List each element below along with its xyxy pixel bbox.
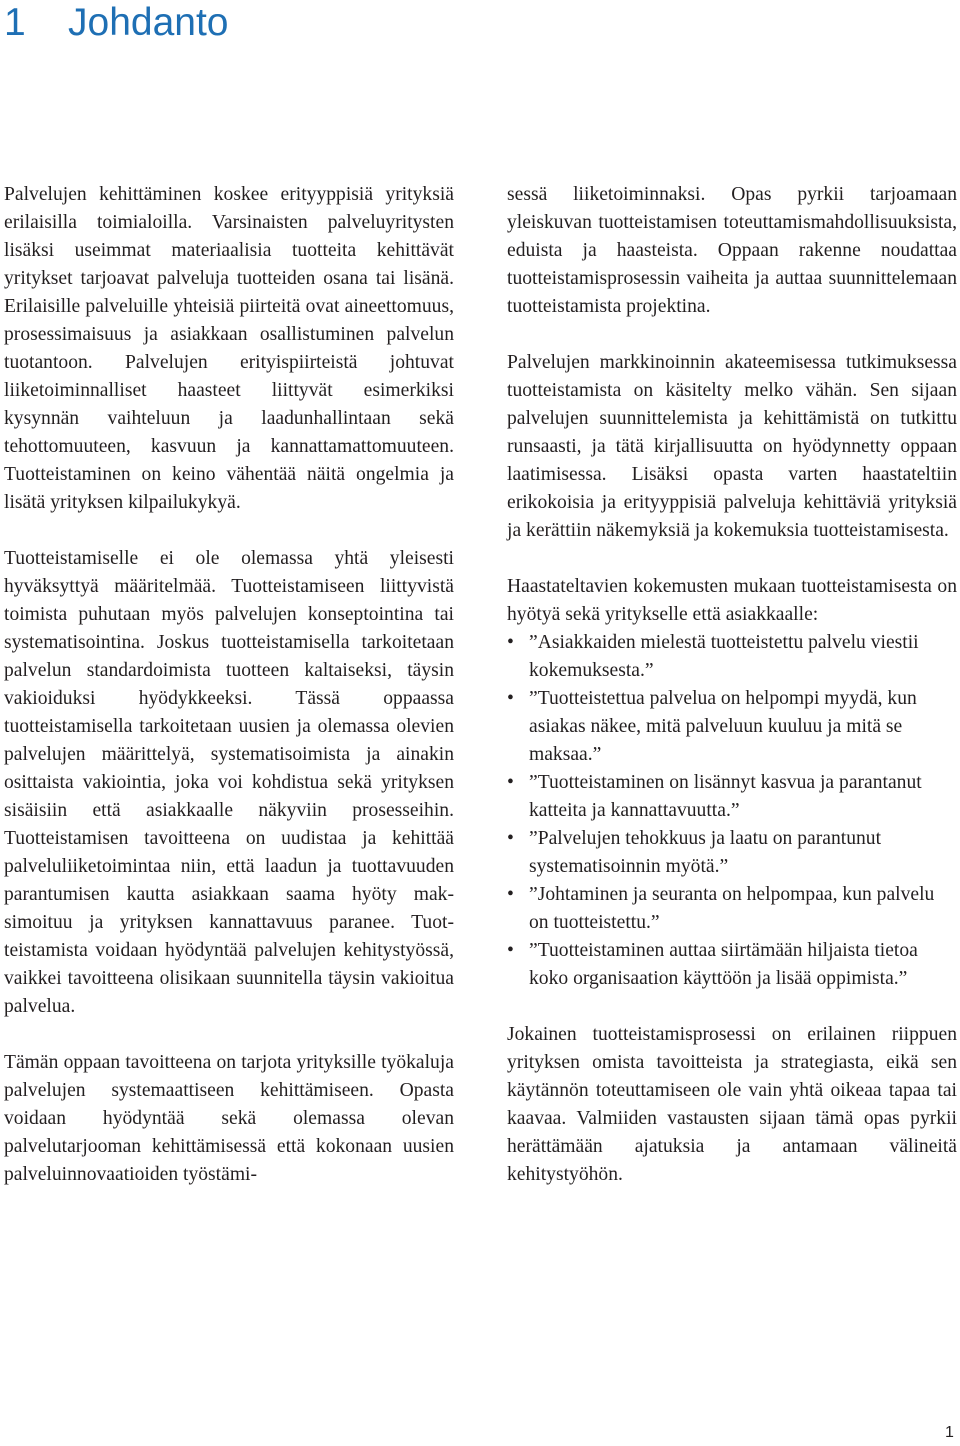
bullet-icon: • [507,632,514,653]
list-item [507,685,957,769]
left-column [4,181,454,1189]
list-item-text: ”Palvelujen tehokkuus ja laatu on parantunut systematisoinnin myötä.” [529,828,882,877]
list-item [507,881,957,937]
bullet-icon: • [507,884,514,905]
list-item [507,629,957,685]
paragraph-closing: Jokainen tuotteistamisprosessi on erilainen riippuen yrityksen omista tavoitteista ja strategiasta, eikä sen käytännön toteuttamiseen ole vain yhtä oikeaa tapaa tai kaavaa. Valmiiden vastausten sijaan tämä opas pyrkii herättämään ajatuksia ja antamaan välineitä kehitystyöhön. [507,1024,957,1185]
list-item [507,825,957,881]
paragraph-goal: Tämän oppaan tavoitteena on tarjota yrityksille työkaluja palvelujen systemaattiseen kehittämiseen. Opasta voidaan hyödyntää sekä olemassa olevan palvelutarjooman kehittämisessä että kokonaan uusien palveluinnovaatioiden työstämi- [4,1052,454,1185]
list-item-text: ”Tuotteistettua palvelua on helpompi myydä, kun asiakas näkee, mitä palveluun kuuluu ja mitä se maksaa.” [529,688,917,765]
paragraph-intro: Palvelujen kehittäminen koskee erityyppisiä yrityksiä erilaisilla toimialoilla. Varsinaisten palveluyritysten lisäksi useimmat materiaalisia tuotteita kehittävät yritykset tarjoavat palveluja tuotteiden osana tai lisänä. Erilaisille palveluille yhteisiä piirteitä ovat aineettomuus, prosessimaisuus ja asiakkaan osallistuminen palvelun tuotantoon. Palvelujen erityispiirteistä johtuvat liiketoiminnalliset haasteet liittyvät esimerkiksi kysynnän vaihteluun ja laadunhallintaan sekä tehottomuuteen, kasvuun ja kannattamattomuuteen. Tuotteistaminen on keino vähentää näitä ongelmia ja lisätä yrityksen kilpailukykyä. [4,184,454,513]
paragraph-research: Palvelujen markkinoinnin akateemisessa tutkimuksessa tuotteistamista on käsitelty melko vähän. Sen sijaan palvelujen suunnittelemista ja kehittämistä on tutkittu runsaasti, ja tätä kirjallisuutta on hyödynnetty oppaan laatimisessa. Lisäksi opasta varten haastateltiin erikokoisia ja erityyppisiä palveluja kehittäviä yrityksiä ja kerättiin näkemyksiä ja kokemuksia tuotteistamisesta. [507,352,957,541]
list-item-text: ”Tuotteistaminen on lisännyt kasvua ja parantanut katteita ja kannattavuutta.” [529,772,922,821]
bullet-icon: • [507,688,514,709]
list-item-text: ”Tuotteistaminen auttaa siirtämään hiljaista tietoa koko organisaation käyttöön ja lisää oppimista.” [529,940,918,989]
page-number: 1 [945,1424,954,1441]
chapter-title: Johdanto [68,1,229,44]
paragraph-definition: Tuotteistamiselle ei ole olemassa yhtä yleisesti hyväksyttyä määritelmää. Tuotteistamiseen liittyvistä toimista puhutaan myös palvelujen konseptointina tai systematisointina. Joskus tuotteistamisella tarkoitetaan palvelun standardoimista tuotteen kaltaiseksi, täysin vakioiduksi hyödykkeeksi. Tässä oppaassa tuotteistamisella tarkoitetaan uusien ja olemassa olevien palvelujen määrittelyä, systematisoimista ja ainakin osittaista vakiointia, joka voi kohdistua sekä yrityksen sisäisiin että asiakkaalle näkyviin prosesseihin. Tuotteistamisen tavoitteena on uudistaa ja kehittää palveluliiketoimintaa niin, että laadun ja tuottavuuden parantumisen kautta asiakkaan saama hyöty maksimoituu ja yrityksen kannattavuus paranee. Tuotteistamista voidaan hyödyntää palvelujen kehitystyössä, vaikkei tavoitteena olisikaan suunnitella täysin vakioitua palvelua. [4,548,454,1017]
bullet-icon: • [507,940,514,961]
list-item-text: ”Asiakkaiden mielestä tuotteistettu palvelu viestii kokemuksesta.” [529,632,919,681]
benefits-list [507,629,957,993]
bullet-icon: • [507,772,514,793]
list-item [507,769,957,825]
list-item-text: ”Johtaminen ja seuranta on helpompaa, kun palvelu on tuotteistettu.” [529,884,935,933]
paragraph-interviews: Haastateltavien kokemusten mukaan tuotteistamisesta on hyötyä sekä yritykselle että asiakkaalle: [507,576,957,625]
chapter-heading [4,0,228,46]
paragraph-continuation: sessä liiketoiminnaksi. Opas pyrkii tarjoamaan yleiskuvan tuotteistamisen toteuttamismahdollisuuksista, eduista ja haasteista. Oppaan rakenne noudattaa tuotteistamisprosessin vaiheita ja auttaa suunnittelemaan tuotteistamista projektina. [507,184,957,317]
bullet-icon: • [507,828,514,849]
right-column [507,181,957,1217]
list-item [507,937,957,993]
chapter-number: 1 [4,1,26,44]
